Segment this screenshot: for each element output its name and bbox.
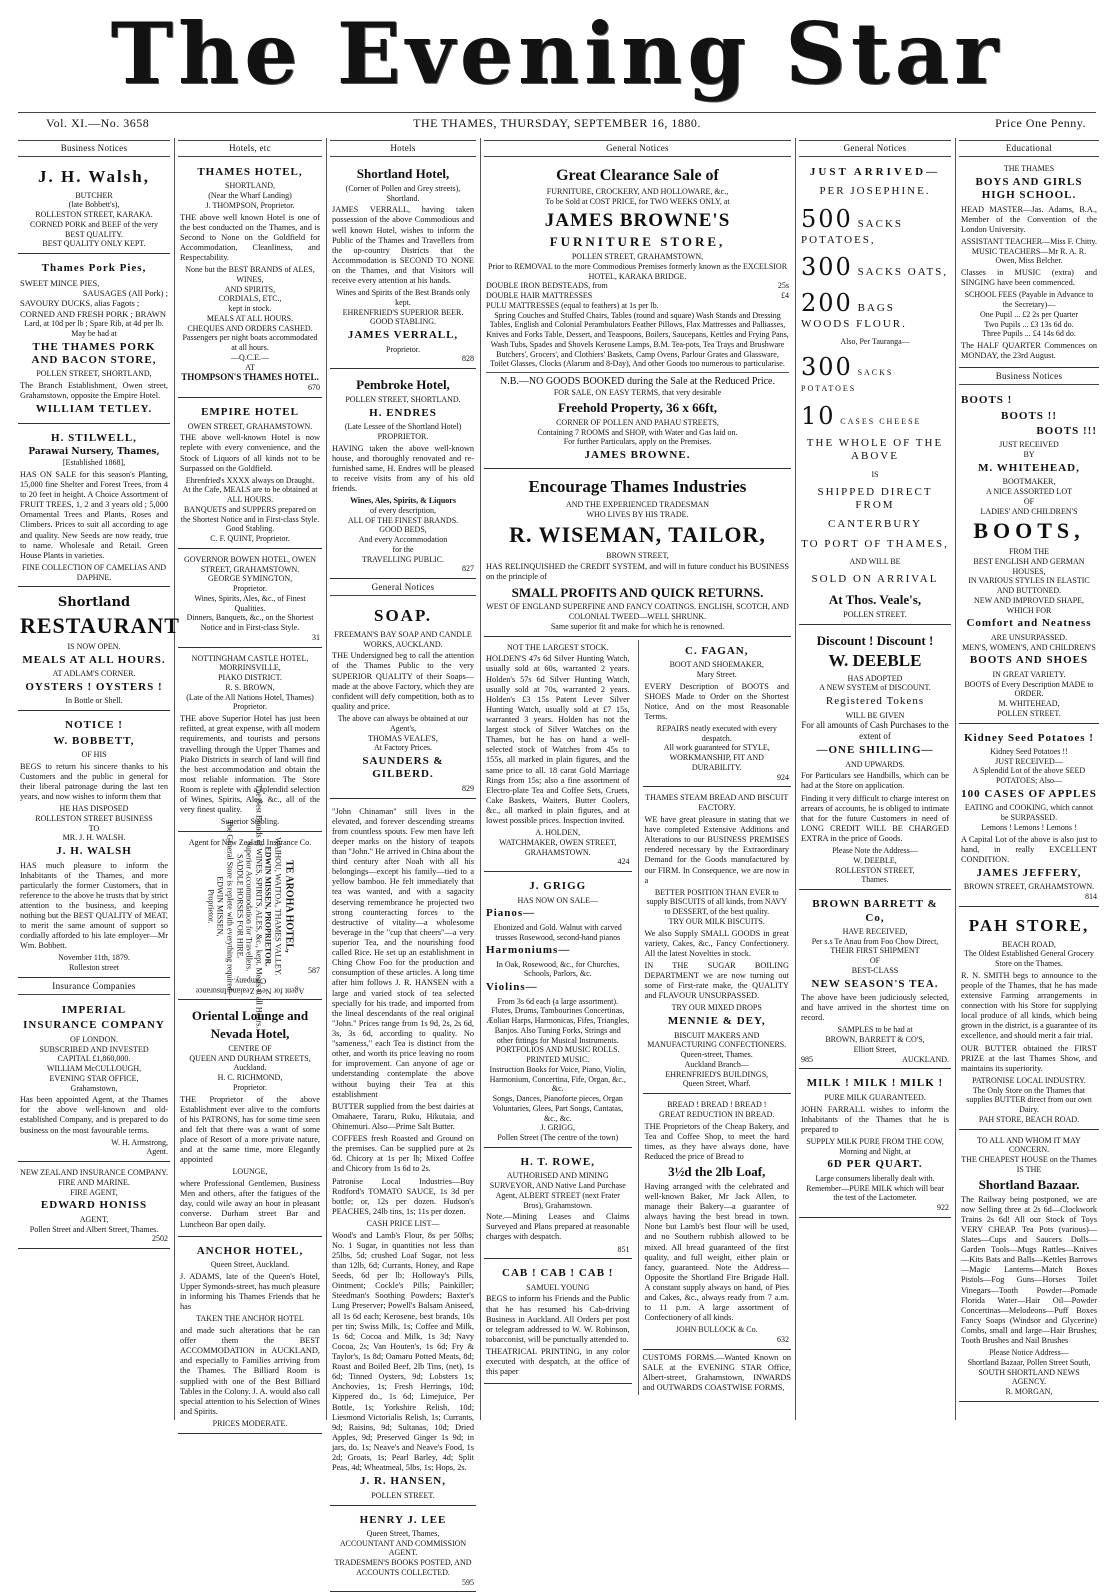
newspaper-title: The Evening Star (0, 0, 1114, 108)
masthead (0, 0, 1114, 108)
price-list (486, 281, 789, 310)
ad-high-school: THE THAMES BOYS AND GIRLS HIGH SCHOOL. HEAD MASTER—Jas. Adams, B.A., Member of the Convention of the London University. ASSISTANT TEACHER—Miss F. Chitty. MUSIC TEACHERS—Mr R. A. R. Owen, Miss Belcher. Classes in MUSIC (extra) and SINGING have been commenced. SCHOOL FEES (Payable in Advance to the Secretary)— One Pupil ... £2 2s per Quarter Two Pupils ... £3 13s 6d do. Three Pupils ... £4 14s 6d do. The HALF QUARTER Commences on MONDAY, the 23rd August. (959, 161, 1099, 368)
ad-heading: J. GRIGG (486, 880, 630, 893)
ad-rowe-surveyor: H. T. ROWE, AUTHORISED AND MINING SURVEYOR, AND Native Land Purchase Agent, ALBERT STREET (next Frater Bros), Grahamstown. Note.—Mining Leases and Claims Surveyed and Plans prepared at reasonable charges with despatch. 851 (484, 1151, 632, 1259)
column-3 (330, 140, 476, 1418)
ad-hansen-tea: "John Chinaman" still lives in the elevated, and forever descending streams from countless spouts. Few men have left deeper marks on the history of teapots than "John." He arrived in China about the third century after Noah with all his belongings—except his family—tied to a yellow bamboo. He felt immediately that tea was wanted, and with a sagacity deserving remembrance he projected two strong counteracting forces to the destructive of vitality—a wholesome beverage in the "cup that cheers"—a very superior Tea, and the nourishing food called Rice. He set up an establishment in Ching Chow Foo for the production and consumption of these articles. A long time after him follows J. R. HANSEN with a large and varied stock of tea selected specially for his trade, and imported from the lineal descendants of the real original "John." Prices range from 1s 9d, 2s, 2s 6d, 3s, 3s 6d, according to quality. No "sameness," each Tea is distinct from the other, and worth its price leaving no room for improvement. Can anyone of age or understanding contemplate the above without buying their Tea at this establishment BUTTER supplied from the best dairies at Omahaere, Tararu, Ruku, Hikutaia, and Ohinemuri. Also—Prime Salt Butter. COFFEES fresh Roasted and Ground on the premises. Can be supplied pure at 2s 6d. Chicory at 1s per lb; Mixed Coffee and Chicory from 1s 6d to 2s. Patronise Local Industries—Buy Rodford's TOMATO SAUCE, 1s 3d per bottle; or, 12s per dozen. Hudson's PEACHES, 24lb tins, 1s; 11s per dozen. CASH PRICE LIST— Wood's and Lamb's Flour, 8s per 50lbs; No. 1 Sugar, in quantities not less than 25lbs, 5d; crushed Loaf Sugar, not less than 12lb, 6d; Currants, Honey, and Rape Seeds, 6d per lb; Holloway's Pills, Ointment; Cockle's Pills; Painkiller; Steedman's Soothing Powders; Baxter's Lung Preserver; Powell's Balsam Aniseed, all 1s 6d each; Kerosene, best brands, 10s per tin; Swiss Milk, 1s; Coffee and Milk, 1s 6d; Cocoa and Milk, 1s 3d; Navy Cocoa, 2s; Van Houten's, 1s 6d; Fry & Taylor's, 1s 8d; Oamaru Potted Meats, 8d; Roast and Boiled Beef, 2lb Tins, (net), 1s 6d; Tinned Oysters, 9d; Lobsters 1s; Anchovies, 1s; Fresh Herrings, 10d; Kippered do., 1s 6d; Limejuice, Per Bottle, 1s; Yorkshire Relish, 10d; Liesmond Victorialis Relish, 1s; Currants, 9d; Raisins, 9d; Sultanas, 10d; Dried Apples, 9d; Preserved Ginger 1s 9d; in jars, do. 1s; Neave's and Neave's Food, 1s 2d; Groats, 1s; Pearl Barley, 4d; Split Peas, 4d; Wheatmeal, 5lbs, 1s; Hops, 2s. J. R. HANSEN, POLLEN STREET. (330, 802, 476, 1506)
col4-left-sub (484, 640, 632, 1396)
price-list-price: £4 (781, 291, 789, 301)
ad-henry-lee: HENRY J. LEE Queen Street, Thames, ACCOUNTANT AND COMMISSION AGENT. TRADESMEN'S BOOKS POSTED, AND ACCOUNTS COLLECTED. 595 (330, 1509, 476, 1592)
ad-walsh-butcher: J. H. Walsh, BUTCHER (late Bobbett's), ROLLESTON STREET, KARAKA. CORNED PORK and BEEF of the very BEST QUALITY. BEST QUALITY ONLY KEPT. (18, 161, 170, 254)
col4-right-sub (638, 640, 791, 1396)
column-rule (480, 138, 481, 1420)
ad-heading: H. STILWELL, (20, 432, 168, 445)
ad-heading: JUST ARRIVED— (801, 166, 949, 179)
ad-heading: Great Clearance Sale of (486, 166, 789, 186)
ad-heading: Encourage Thames Industries (486, 477, 789, 498)
section-header: General Notices (330, 582, 476, 596)
ad-pah-store: PAH STORE, BEACH ROAD, The Oldest Established General Grocery Store on the Thames. R. N. SMITH begs to announce to the people of the Thames, that he has made extensive Farming arrangements in connection with his Store for supplying local produce of all kinds, which being grown in the district, is a guarantee of its excellence, and should merit a fair trial. OUR BUTTER obtained the FIRST PRIZE at the last Thames Show, and maintains its superiority. PATRONISE LOCAL INDUSTRY. The Only Store on the Thames that supplies BUTTER direct from our own Dairy. PAH STORE, BEACH ROAD. (959, 910, 1099, 1130)
ad-shortland-bazaar: TO ALL AND WHOM IT MAY CONCERN. THE CHEAPEST HOUSE on the Thames IS THE Shortland Bazaar. The Railway being postponed, we are now Selling three at 2s 6d—Clockwork Trains 2s 6d! All our Stock of Toys VERY CHEAP. Tea Pots (various)—Slates—Cups and Saucers Dolls—Garden Tools—Mugs Rattles—Knives—Kits Bats and Balls—Kettles Barrows—Magic Lanterns—Match Boxes Pistols—Fog Guns—Horses Toilet Vinegars—Tooth Powder—Pomade Florida Water—Hair Oil—Powder Concertinas—Melodeons—Puff Boxes Fancy Soaps (Windsor and Glycerine) Combs, small and large—Hair Brushes; Tooth Brushes and Nail Brushes Please Notice Address— Shortland Bazaar, Pollen Street South, SOUTH SHORTLAND NEWS AGENCY. R. MORGAN, (959, 1133, 1099, 1402)
ad-heading: PAH STORE, (961, 916, 1097, 937)
section-header: Hotels, etc (178, 140, 322, 157)
ad-pembroke-hotel: Pembroke Hotel, POLLEN STREET, SHORTLAND. H. ENDRES (Late Lessee of the Shortland Hotel) PROPRIETOR. HAVING taken the above well-known house, and thoroughly renovated and re-furnished same, H. Endres will be pleased to receive visits from any of his old friends. Wines, Ales, Spirits, & Liquors of every description, ALL OF THE FINEST BRANDS. GOOD BEDS, And every Accommodation for the TRAVELLING PUBLIC. 827 (330, 372, 476, 579)
ad-heading: GOVERNOR BOWEN HOTEL, OWEN STREET, GRAHAMSTOWN. (180, 555, 320, 575)
column-rule (795, 138, 796, 1420)
column-rule (955, 138, 956, 1420)
section-header: Hotels (330, 140, 476, 157)
ad-heading: Thames Pork Pies, (20, 262, 168, 275)
ad-governor-bowen-hotel: GOVERNOR BOWEN HOTEL, OWEN STREET, GRAHAMSTOWN. GEORGE SYMINGTON, Proprietor. Wines, Spirits, Ales, &c., of Finest Qualities. Dinners, Banquets, &c., on the Shortest Notice and in First-class Style. 31 (178, 552, 322, 648)
ad-james-browne-furniture: Great Clearance Sale of FURNITURE, CROCKERY, AND HOLLOWARE, &c., To be Sold at COST PRICE, for TWO WEEKS ONLY, at JAMES BROWNE'S FURNITURE STORE, POLLEN STREET, GRAHAMSTOWN, Prior to REMOVAL to the more Commodious Premises formerly known as the EXCELSIOR HOTEL, KARAKA BRIDGE. DOUBLE IRON BEDSTEADS, from 25s DOUBLE HAIR MATTRESSES £4 PULU MATTRESSES (equal to feathers) at 1s per lb. Spring Couches and Stuffed Chairs, Tables (round and square) Wash Stands and Dressing Tables, English and Colonial Perambulators Feather Pillows, Flax Mattresses and Palliasses, Knives and Forks Table, Dessert, and Teaspoons, Boilers, Saucepans, Kettles and Frying Pans, Wash Tubs, Spades and Shovels Kerosene Lamps, B.M. Tea-pots, Tea Trays and Brushware Butchers', Grocers', and Clothiers' Baskets, Camp Ovens, Parlour Grates and Glassware, Toilet Glasses, Clocks (Alarum and 8-Day), And other Goods too numerous to particularise. N.B.—NO GOODS BOOKED during the Sale at the Reduced Price. FOR SALE, ON EASY TERMS, that very desirable Freehold Property, 36 x 66ft, CORNER OF POLLEN AND PAHAU STREETS, Containing 7 ROOMS and SHOP, with Water and Gas laid on. For further Particulars, apply on the Premises. JAMES BROWNE. (484, 161, 791, 470)
ad-customs-forms: CUSTOMS FORMS.—Wanted Known on SALE at the EVENING STAR Office, Albert-street, Grahamstown, INWARDS and OUTWARDS COASTWISE FORMS, (643, 1353, 791, 1393)
ad-shortland-hotel: Shortland Hotel, (Corner of Pollen and Grey streets), Shortland. JAMES VERRALL, having taken possession of the above Commodious and well known Hotel, wishes to inform the Public of the Thames and Travellers from the up-country Districts that the Accommodation is SECOND TO NONE on the Thames, and that Visitors will receive every attention at his hands. Wines and Spirits of the Best Brands only kept. EHRENFRIED'S SUPERIOR BEER. GOOD STABLING. JAMES VERRALL, Proprietor. 828 (330, 161, 476, 369)
ad-cheap-bakery: BREAD ! BREAD ! BREAD ! GREAT REDUCTION IN BREAD. THE Proprietors of the Cheap Bakery, and Tea and Coffee Shop, to meet the hard times, as they have always done, have Reduced the price of Bread to 3½d the 2lb Loaf, Having arranged with the celebrated and well-known Baker, Mr Jack Allen, to manage their Bakery—a guarantee of always having the best bread in town. None but Lamb's best flour will be used, and no Southern rubbish allowed to be mixed. All bread guaranteed of the first quality, and full weight, either plain or fancy, guaranteed. Note the Address—Opposite the Shortland Fire Brigade Hall. A constant supply always on hand, of Pies and Cakes, &c., always ready from 7 a.m. to 11 p.m. A large assortment of Confectionery of all kinds. JOHN BULLOCK & Co. 632 (643, 1097, 791, 1350)
ad-soap: SOAP. FREEMAN'S BAY SOAP AND CANDLE WORKS, AUCKLAND. THE Undersigned beg to call the attention of the Thames Public to the very SUPERIOR QUALITY of their Soaps—made at the above Factory, which they are confident will defy competition, both as to quality and price. The above can always be obtained at our Agent's, THOMAS VEALE'S, At Factory Prices. SAUNDERS & GILBERD. 829 (330, 600, 476, 798)
ad-mennie-dey-biscuits: THAMES STEAM BREAD AND BISCUIT FACTORY. WE have great pleasure in stating that we have completed Extensive Additions and Alterations to our BUSINESS PREMISES rendered necessary by the Extraordinary Demand for the Goods manufactured by our FIRM. In Consequence, we are now in a BETTER POSITION THAN EVER to supply BISCUITS of all kinds, from NAVY to DESSERT, of the best quality. TRY OUR MILK BISCUITS. We also Supply SMALL GOODS in great variety, Cakes, &c., Fancy Confectionery. All the latest Novelties in stock. IN THE SUGAR BOILING DEPARTMENT we are now turning out some of First-rate make, the QUALITY and FLAVOUR UNSURPASSED. TRY OUR MIXED DROPS MENNIE & DEY, BISCUIT MAKERS AND MANUFACTURING CONFECTIONERS. Queen-street, Thames. Auckland Branch— EHRENFRIED'S BUILDINGS, Queen Street, Wharf. (643, 790, 791, 1094)
ad-bobbett-notice: NOTICE ! W. BOBBETT, OF HIS BEGS to return his sincere thanks to his Customers and the public in general for their liberal patronage during the last ten years, and now wishes to inform them that HE HAS DISPOSED ROLLESTON STREET BUSINESS TO MR. J. H. WALSH. J. H. WALSH HAS much pleasure to inform the Inhabitants of the Thames, and more particularly the former Customers, that in reference to the above he trusts that by strict attention to the business, and keeping nothing but the BEST QUALITY of MEAT, to merit the same amount of support so cordially afforded to his late employer—Mr Wm. Bobbett. November 11th, 1879. Rolleston street (18, 714, 170, 978)
price-list-row (486, 291, 789, 301)
ad-heading: BOOTS ! (961, 394, 1097, 407)
price-list-price: 25s (778, 281, 789, 291)
ad-thames-hotel: THAMES HOTEL, SHORTLAND, (Near the Wharf Landing) J. THOMPSON, Proprietor. THE above well known Hotel is one of the best conducted on the Thames, and is Second to None on the Goldfield for Accommodation, Cleanliness, and Respectability. None but the BEST BRANDS of ALES, WINES, AND SPIRITS, CORDIALS, ETC., kept in stock. MEALS AT ALL HOURS. CHEQUES AND ORDERS CASHED. Passengers per night boats accommodated at all hours. —Q.C.E.— AT THOMPSON'S THAMES HOTEL. 670 (178, 161, 322, 398)
ad-imperial-insurance: IMPERIAL INSURANCE COMPANY OF LONDON. SUBSCRIBED AND INVESTED CAPITAL £1,860,000. WILLIAM McCULLOUGH, EVENING STAR OFFICE, Grahamstown, Has been appointed Agent, at the Thames for the above well-known and old-established Company, and is prepared to do business on the most favourable terms. W. H. Armstrong, Agent. (18, 999, 170, 1162)
ad-farrall-milk: MILK ! MILK ! MILK ! PURE MILK GUARANTEED. JOHN FARRALL wishes to inform the Inhabitants of the Thames that he is prepared to SUPPLY MILK PURE FROM THE COW, Morning and Night, at 6D PER QUART. Large consumers liberally dealt with. Remember—PURE MILK which will bear the test of the Lactometer. 922 (799, 1072, 951, 1217)
ad-heading: BOYS AND GIRLS HIGH SCHOOL. (961, 176, 1097, 203)
ad-heading: TE AROHA HOTEL, (282, 785, 294, 1029)
ad-holden-watches: NOT THE LARGEST STOCK. HOLDEN'S 47s 6d Silver Hunting Watch, usually sold at 60s, warranted 2 years. Holden's 57s 6d Silver Hunting Watch, usually sold at 70s, warranted 2 years. Holden's £3 15s Patent Lever Silver Hunting Watch, usually sold at £7 15s, warranted 3 years. Holden has not the largest stock of Silver Watches on the Thames, but he has on hand a well-selected stock of Watches from 45s to 155s, all marked in plain figures, and the same price to all. 18 carat Gold Marriage Rings from 15s; also a fine assortment of Electro-plate Tea and Coffee Sets, Cruets, Cake Baskets, Waiters, Butter Coolers, &c., all marked in plain figures, and at lowest possible prices. Inspection invited. A. HOLDEN, WATCHMAKER, OWEN STREET, GRAHAMSTOWN. 424 (484, 640, 632, 873)
ad-heading: J. H. Walsh, (20, 167, 168, 188)
section-header: Educational (959, 140, 1099, 157)
ad-deeble-discount: Discount ! Discount ! W. DEEBLE HAS ADOPTED A NEW SYSTEM of DISCOUNT. Registered Tokens WILL BE GIVEN For all amounts of Cash Purchases to the extent of —ONE SHILLING— AND UPWARDS. For Particulars see Handbills, which can be had at the Store on application. Finding it very difficult to charge interest on arrears of accounts, he is obliged to intimate that for the future Customers in need of LONG CREDIT WILL BE CHARGED EXTRA in the price of Goods. Please Note the Address— W. DEEBLE, ROLLESTON STREET, Thames. (799, 628, 951, 890)
ad-fagan-boots: C. FAGAN, BOOT AND SHOEMAKER, Mary Street. EVERY Description of BOOTS and SHOES Made to Order on the Shortest Notice, And on the most Reasonable Terms. REPAIRS neatly executed with every despatch. All work guaranteed for STYLE, WORKMANSHIP, FIT AND DURABILITY. 924 (643, 640, 791, 788)
ad-heading: Shortland Hotel, (332, 166, 474, 182)
ad-heading: C. FAGAN, (645, 645, 789, 658)
ad-anchor-hotel: ANCHOR HOTEL, Queen Street, Auckland. J. ADAMS, late of the Queen's Hotel, Upper Symonds-street, has much pleasure in informing his Thames Friends that he has TAKEN THE ANCHOR HOTEL and made such alterations that he can offer them the BEST ACCOMMODATION in AUCKLAND, and especially to Families arriving from the Thames. The Billiard Room is supplied with one of the Best Billiard Tables in the Colony. J. A. would also call special attention to his Selection of Wines and Spirits. PRICES MODERATE. (178, 1240, 322, 1434)
ad-heading: INSURANCE COMPANY (20, 1019, 168, 1032)
ad-heading: BROWN BARRETT & Co, (801, 898, 949, 925)
ad-heading: Discount ! Discount ! (801, 633, 949, 649)
ad-heading: EMPIRE HOTEL (180, 406, 320, 419)
ad-brown-barrett-tea: BROWN BARRETT & Co, HAVE RECEIVED, Per s.s Te Anau from Foo Chow Direct, THEIR FIRST SHIPMENT OF BEST-CLASS NEW SEASON'S TEA. The above have been judiciously selected, and have arrived in the shortest time on record. SAMPLES to be had at BROWN, BARRETT & CO'S, Elliott Street, 985 AUCKLAND. (799, 893, 951, 1069)
column-2 (178, 140, 322, 1418)
ad-wiseman-tailor: Encourage Thames Industries AND THE EXPERIENCED TRADESMAN WHO LIVES BY HIS TRADE. R. WISEMAN, TAILOR, BROWN STREET, HAS RELINQUISHED the CREDIT SYSTEM, and will in future conduct his BUSINESS on the principle of SMALL PROFITS AND QUICK RETURNS. WEST OF ENGLAND SUPERFINE AND FANCY COATINGS. ENGLISH, SCOTCH, AND COLONIAL TWEED—WELL SHRUNK. Same superior fit and make for which he is renowned. (484, 472, 791, 636)
ad-nz-insurance: NEW ZEALAND INSURANCE COMPANY. FIRE AND MARINE. FIRE AGENT, EDWARD HONISS AGENT, Pollen Street and Albert Street, Thames. 2502 (18, 1165, 170, 1249)
column-6 (959, 140, 1099, 1418)
ad-heading: NOTTINGHAM CASTLE HOTEL, MORRINSVILLE, (180, 654, 320, 674)
ad-veale-produce: JUST ARRIVED— PER JOSEPHINE. 500 SACKS POTATOES, 300 SACKS OATS, 200 BAGS WOODS FLOUR. Also, Per Tauranga— 300 SACKS POTATOES 10 CASES CHEESE THE WHOLE OF THE ABOVE IS SHIPPED DIRECT FROM CANTERBURY TO PORT OF THAMES, AND WILL BE SOLD ON ARRIVAL At Thos. Veale's, POLLEN STREET. (799, 161, 951, 625)
ad-shortland-restaurant: Shortland RESTAURANT IS NOW OPEN. MEALS AT ALL HOURS. AT ADLAM'S CORNER. OYSTERS ! OYSTERS ! In Bottle or Shell. (18, 590, 170, 711)
ad-stilwell-nursery: H. STILWELL, Parawai Nursery, Thames, [Established 1868], HAS ON SALE for this season's Planting, 15,000 fine Shelter and Forest Trees, from 4 to 20 feet in height. A Choice Assortment of FRUIT TREES, 1, 2 and 3 years old ; 5,000 Ornamental Trees and Plants, Roses and Climbers. Prices to suit all according to age and quality. New Seeds are now ready, true to name. Wholesale and Retail. Green House Plants in varieties. FINE COLLECTION OF CAMELIAS AND DAPHNE. (18, 427, 170, 588)
ad-heading: THAMES STEAM BREAD AND BISCUIT FACTORY. (645, 793, 789, 813)
ad-samuel-young-cab: CAB ! CAB ! CAB ! SAMUEL YOUNG BEGS to inform his Friends and the Public that he has resumed his Cab-driving Business in Auckland. All Orders per post or telegram addressed to W. W. Robinson, tobacconist, will be punctually attended to. THEATRICAL PRINTING, in any color executed with despatch, at the office of this paper (484, 1262, 632, 1384)
ad-pork-pies: Thames Pork Pies, SWEET MINCE PIES, SAUSAGES (All Pork) ; SAVOURY DUCKS, alias Fagots ; CORNED AND FRESH PORK ; BRAWN Lard, at 10d per lb ; Spare Rib, at 4d per lb. May be had at THE THAMES PORK AND BACON STORE, POLLEN STREET, SHORTLAND, The Branch Establishment, Owen street, Grahamstown, opposite the Empire Hotel. WILLIAM TETLEY. (18, 257, 170, 424)
ad-oriental-lounge: Oriental Lounge and Nevada Hotel, CENTRE OF QUEEN AND DURHAM STREETS, Auckland. H. C. RICHMOND, Proprietor. THE Proprietor of the above Establishment ever alive to the comforts of his PATRONS, has for some time seen and felt that there was a want of some place of Resort of a more private nature, and at the same time, more Elegantly appointed LOUNGE, where Professional Gentlemen, Business Men and others, after the fatigues of the day, could wile away an hour in pleasant converse. Durham street Bar and Luncheon Bar open daily. (178, 1003, 322, 1237)
ad-heading: Kidney Seed Potatoes ! (961, 732, 1097, 745)
ad-heading: RESTAURANT (20, 613, 168, 640)
ad-heading: NOT THE LARGEST STOCK. (486, 643, 630, 653)
ad-empire-hotel: EMPIRE HOTEL OWEN STREET, GRAHAMSTOWN. THE above well-known Hotel is now replete with every convenience, and the Stock of Liquors of all kinds not to be Surpassed on the Goldfield. Ehrenfried's XXXX always on Draught. At the Cafe, MEALS are to be obtained at ALL HOURS. BANQUETS and SUPPERS prepared on the Shortest Notice and in First-class Style. Good Stabling. C. F. QUINT, Proprietor. (178, 401, 322, 549)
section-header: Business Notices (18, 140, 170, 157)
section-header: General Notices (799, 140, 951, 157)
price-list-item: DOUBLE IRON BEDSTEADS, from (486, 281, 608, 291)
ad-heading: ANCHOR HOTEL, (180, 1245, 320, 1258)
column-rule (326, 138, 327, 1420)
price-list-item: PULU MATTRESSES (equal to feathers) at 1s per lb. (486, 301, 659, 311)
column-rule (174, 138, 175, 1420)
section-header: Insurance Companies (18, 981, 170, 995)
section-header: General Notices (484, 140, 791, 157)
ad-heading: NEW ZEALAND INSURANCE COMPANY. (20, 1168, 168, 1178)
price: Price One Penny. (995, 116, 1086, 131)
column-5 (799, 140, 951, 1418)
ad-te-aroha-hotel-rotated: Agent for New Zealand Insurance Co. TE AROHA HOTEL, WAIHOU, WAITOA, THAMES VALLEY. EDWIN MISSEN, PROPRIETOR. The Best Brands of WINES, SPIRITS, ALES, &c., kept. Meals at all Hours. Superior Accommodation for Travellers. SADDLE HORSES FOR HIRE. The General Store is replete with everything required. EDWIN MISSEN, Proprietor. 587 Agent for New Zealand Insurance Company. (178, 835, 322, 1000)
dateline-bar (18, 112, 1096, 129)
issue-date: THE THAMES, THURSDAY, SEPTEMBER 16, 1880. (18, 116, 1096, 131)
ad-heading: Oriental Lounge and (180, 1008, 320, 1024)
column-1 (18, 140, 170, 1418)
ad-heading: BREAD ! BREAD ! BREAD ! (645, 1100, 789, 1110)
ad-heading: CAB ! CAB ! CAB ! (486, 1267, 630, 1280)
price-list-item: DOUBLE HAIR MATTRESSES (486, 291, 592, 301)
column-4 (484, 140, 791, 1418)
ad-heading: HENRY J. LEE (332, 1514, 474, 1527)
ad-whitehead-boots: BOOTS ! BOOTS !! BOOTS !!! JUST RECEIVED BY M. WHITEHEAD, BOOTMAKER, A NICE ASSORTED LOT OF LADIES' AND CHILDREN'S BOOTS, FROM THE BEST ENGLISH AND GERMAN HOUSES, IN VARIOUS STYLES IN ELASTIC AND BUTTONED. NEW AND IMPROVED SHAPE, WHICH FOR Comfort and Neatness ARE UNSURPASSED. MEN'S, WOMEN'S, AND CHILDREN'S BOOTS AND SHOES IN GREAT VARIETY. BOOTS of Every Description MADE to ORDER. M. WHITEHEAD, POLLEN STREET. (959, 389, 1099, 723)
ad-heading: THAMES HOTEL, (180, 166, 320, 179)
ad-nottingham-castle-hotel: NOTTINGHAM CASTLE HOTEL, MORRINSVILLE, PIAKO DISTRICT. R. S. BROWN, (Late of the All Nations Hotel, Thames) Proprietor. THE above Superior Hotel has just been refitted, at great expense, with all modern requirements, and tourists and persons travelling through the Upper Thames and Piako Districts in search of land will find the best accommodation and obtain the most reliable information. The Store Room is replete with a splendid selection of Wines, Spirits, Ales, &c., all of the very finest quality. Superior Stabling. (178, 651, 322, 832)
volume-number: Vol. XI.—No. 3658 (46, 116, 149, 131)
ad-heading: MILK ! MILK ! MILK ! (801, 1077, 949, 1090)
ad-grigg-music: J. GRIGG HAS NOW ON SALE— Pianos— Ebonized and Gold. Walnut with carved trusses Rosewood, second-hand pianos Harmoniums— In Oak, Rosewood, &c., for Churches, Schools, Parlors, &c. Violins— From 3s 6d each (a large assortment). Flutes, Drums, Tambourines Concertinas, Æolian Harps, Harmonicas, Fifes, Triangles, Banjos. Also Tuning Forks, Strings and other fittings for Musical Instruments. PORTFOLIOS AND MUSIC ROLLS. PRINTED MUSIC. Instruction Books for Voice, Piano, Violin, Harmonium, Concertina, Fife, Organ, &c., &c. Songs, Dances, Pianoforte pieces, Organ Voluntaries, Glees, Part Songs, Cantatas, &c., &c. J. GRIGG, Pollen Street (The centre of the town) (484, 875, 632, 1148)
section-header: Business Notices (959, 371, 1099, 385)
ad-heading: Shortland Bazaar. (961, 1177, 1097, 1193)
ad-heading: SOAP. (332, 606, 474, 627)
price-list-row (486, 301, 789, 311)
price-list-row (486, 281, 789, 291)
ad-heading: NOTICE ! (20, 719, 168, 732)
ad-jeffery-potatoes: Kidney Seed Potatoes ! Kidney Seed Potatoes !! JUST RECEIVED— A Splendid Lot of the above SEED POTATOES; Also— 100 CASES OF APPLES EATING and COOKING, which cannot be SURPASSED. Lemons ! Lemons ! Lemons ! A Capital Lot of the above is also just to hand, in really EXCELLENT CONDITION. JAMES JEFFERY, BROWN STREET, GRAHAMSTOWN. 814 (959, 727, 1099, 907)
ad-heading: H. T. ROWE, (486, 1156, 630, 1169)
ad-heading: Pembroke Hotel, (332, 377, 474, 393)
